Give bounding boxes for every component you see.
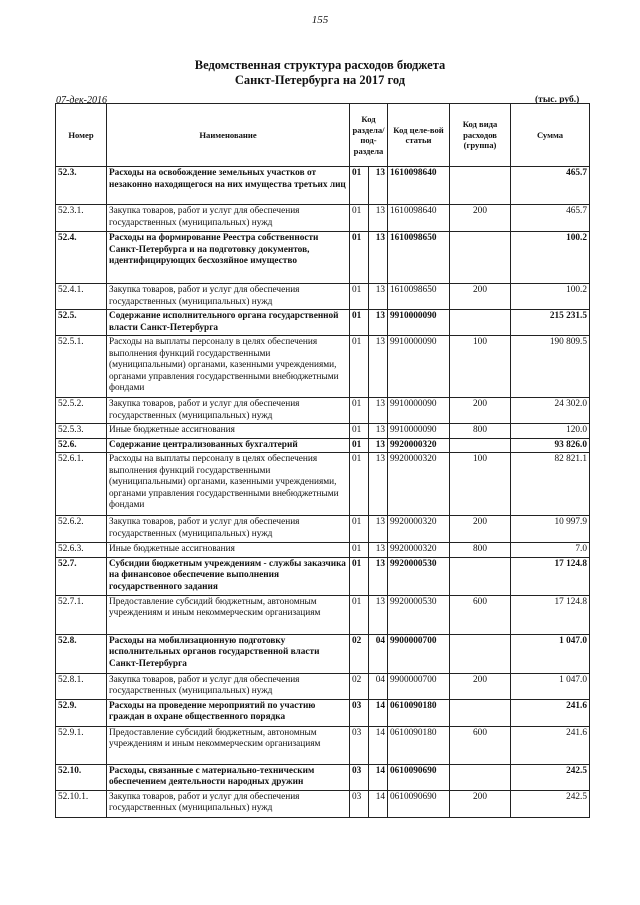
row-target-code: 9900000700	[388, 673, 450, 699]
row-expense-group	[450, 764, 511, 790]
row-section: 01	[350, 516, 369, 543]
row-target-code: 9920000320	[388, 543, 450, 558]
header-name: Наименование	[107, 104, 350, 167]
row-target-code: 9910000090	[388, 310, 450, 336]
row-expense-group: 200	[450, 205, 511, 232]
units-label: (тыс. руб.)	[535, 95, 580, 105]
row-number: 52.5.2.	[56, 398, 107, 424]
row-number: 52.6.3.	[56, 543, 107, 558]
row-amount: 190 809.5	[511, 336, 590, 398]
row-amount: 10 997.9	[511, 516, 590, 543]
row-name: Расходы, связанные с материально-техническим обеспечением деятельности народных дружин	[107, 764, 350, 790]
row-number: 52.6.2.	[56, 516, 107, 543]
document-date: 07-дек-2016	[56, 95, 107, 106]
row-subsection: 14	[369, 790, 388, 817]
row-expense-group: 600	[450, 595, 511, 634]
row-number: 52.8.1.	[56, 673, 107, 699]
row-amount: 215 231.5	[511, 310, 590, 336]
row-section: 01	[350, 398, 369, 424]
row-subsection: 13	[369, 284, 388, 310]
table-row	[56, 398, 590, 424]
row-subsection: 14	[369, 726, 388, 764]
row-amount: 120.0	[511, 424, 590, 439]
row-number: 52.6.	[56, 438, 107, 453]
table-row	[56, 673, 590, 699]
row-target-code: 9920000320	[388, 516, 450, 543]
table-row	[56, 424, 590, 439]
row-subsection: 13	[369, 543, 388, 558]
row-subsection: 13	[369, 516, 388, 543]
row-section: 01	[350, 310, 369, 336]
row-amount: 242.5	[511, 764, 590, 790]
table-row	[56, 595, 590, 634]
row-section: 01	[350, 167, 369, 205]
row-amount: 17 124.8	[511, 557, 590, 595]
row-target-code: 9910000090	[388, 336, 450, 398]
row-section: 01	[350, 424, 369, 439]
row-number: 52.6.1.	[56, 453, 107, 516]
row-expense-group	[450, 634, 511, 673]
row-amount: 465.7	[511, 205, 590, 232]
row-target-code: 9910000090	[388, 424, 450, 439]
table-row	[56, 699, 590, 726]
row-expense-group: 800	[450, 543, 511, 558]
row-amount: 82 821.1	[511, 453, 590, 516]
table-row	[56, 557, 590, 595]
row-target-code: 1610098640	[388, 167, 450, 205]
row-amount: 1 047.0	[511, 634, 590, 673]
row-expense-group: 800	[450, 424, 511, 439]
row-target-code: 0610090690	[388, 764, 450, 790]
row-subsection: 13	[369, 336, 388, 398]
table-row	[56, 284, 590, 310]
row-expense-group: 100	[450, 336, 511, 398]
table-row	[56, 232, 590, 284]
row-number: 52.9.1.	[56, 726, 107, 764]
row-name: Расходы на формирование Реестра собственности Санкт-Петербурга и на подготовку документов, идентифицирующих бесхозяйное имущество	[107, 232, 350, 284]
row-expense-group: 600	[450, 726, 511, 764]
row-name: Иные бюджетные ассигнования	[107, 424, 350, 439]
row-name: Расходы на мобилизационную подготовку исполнительных органов государственной власти Санкт-Петербурга	[107, 634, 350, 673]
row-section: 02	[350, 673, 369, 699]
row-subsection: 13	[369, 310, 388, 336]
row-name: Расходы на освобождение земельных участков от незаконно находящегося на них имущества третьих лиц	[107, 167, 350, 205]
row-name: Закупка товаров, работ и услуг для обеспечения государственных (муниципальных) нужд	[107, 790, 350, 817]
row-target-code: 1610098640	[388, 205, 450, 232]
row-subsection: 13	[369, 595, 388, 634]
title-line-2: Санкт-Петербурга на 2017 год	[234, 73, 406, 87]
row-number: 52.5.	[56, 310, 107, 336]
row-name: Предоставление субсидий бюджетным, автономным учреждениям и иным некоммерческим организациям	[107, 595, 350, 634]
row-section: 03	[350, 764, 369, 790]
row-name: Закупка товаров, работ и услуг для обеспечения государственных (муниципальных) нужд	[107, 205, 350, 232]
row-expense-group: 100	[450, 453, 511, 516]
table-row	[56, 726, 590, 764]
row-target-code: 0610090180	[388, 699, 450, 726]
row-name: Расходы на выплаты персоналу в целях обеспечения выполнения функций государственными (муниципальными) органами, казенными учреждениями, органами управления государственными внебюджетными фондами	[107, 336, 350, 398]
row-amount: 24 302.0	[511, 398, 590, 424]
row-amount: 100.2	[511, 284, 590, 310]
row-amount: 242.5	[511, 790, 590, 817]
row-number: 52.8.	[56, 634, 107, 673]
row-name: Закупка товаров, работ и услуг для обеспечения государственных (муниципальных) нужд	[107, 284, 350, 310]
row-number: 52.7.1.	[56, 595, 107, 634]
row-target-code: 9910000090	[388, 398, 450, 424]
row-target-code: 1610098650	[388, 284, 450, 310]
row-number: 52.7.	[56, 557, 107, 595]
row-section: 03	[350, 726, 369, 764]
row-target-code: 1610098650	[388, 232, 450, 284]
header-section: Код раздела/ под-раздела	[350, 104, 388, 167]
table-row	[56, 310, 590, 336]
table-row	[56, 167, 590, 205]
row-subsection: 13	[369, 453, 388, 516]
row-name: Субсидии бюджетным учреждениям - службы заказчика на финансовое обеспечение выполнения государственного задания	[107, 557, 350, 595]
table-row	[56, 205, 590, 232]
row-section: 01	[350, 543, 369, 558]
row-number: 52.4.1.	[56, 284, 107, 310]
row-amount: 1 047.0	[511, 673, 590, 699]
row-section: 03	[350, 699, 369, 726]
row-number: 52.3.	[56, 167, 107, 205]
row-target-code: 9920000530	[388, 595, 450, 634]
row-expense-group: 200	[450, 516, 511, 543]
row-subsection: 13	[369, 557, 388, 595]
row-amount: 241.6	[511, 699, 590, 726]
row-number: 52.5.1.	[56, 336, 107, 398]
header-number: Номер	[56, 104, 107, 167]
row-name: Расходы на проведение мероприятий по участию граждан в охране общественного порядка	[107, 699, 350, 726]
row-name: Закупка товаров, работ и услуг для обеспечения государственных (муниципальных) нужд	[107, 516, 350, 543]
row-section: 01	[350, 205, 369, 232]
row-name: Предоставление субсидий бюджетным, автономным учреждениям и иным некоммерческим организациям	[107, 726, 350, 764]
row-section: 01	[350, 595, 369, 634]
row-expense-group: 200	[450, 284, 511, 310]
header-expense-type: Код вида расходов (группа)	[450, 104, 511, 167]
row-section: 03	[350, 790, 369, 817]
row-subsection: 04	[369, 634, 388, 673]
table-row	[56, 543, 590, 558]
row-section: 01	[350, 284, 369, 310]
row-expense-group: 200	[450, 790, 511, 817]
row-number: 52.5.3.	[56, 424, 107, 439]
row-section: 01	[350, 232, 369, 284]
row-target-code: 9900000700	[388, 634, 450, 673]
row-subsection: 13	[369, 438, 388, 453]
table-row	[56, 790, 590, 817]
row-subsection: 14	[369, 699, 388, 726]
page-number: 155	[311, 14, 329, 26]
row-expense-group: 200	[450, 398, 511, 424]
row-expense-group	[450, 232, 511, 284]
row-amount: 93 826.0	[511, 438, 590, 453]
row-number: 52.10.1.	[56, 790, 107, 817]
row-target-code: 0610090690	[388, 790, 450, 817]
row-expense-group	[450, 167, 511, 205]
row-amount: 241.6	[511, 726, 590, 764]
table-row	[56, 516, 590, 543]
row-expense-group	[450, 557, 511, 595]
row-subsection: 14	[369, 764, 388, 790]
table-row	[56, 764, 590, 790]
row-number: 52.9.	[56, 699, 107, 726]
budget-table	[55, 103, 590, 818]
row-amount: 17 124.8	[511, 595, 590, 634]
header-target: Код целе-вой статьи	[388, 104, 450, 167]
row-subsection: 13	[369, 232, 388, 284]
document-title	[0, 58, 640, 88]
row-number: 52.4.	[56, 232, 107, 284]
row-number: 52.10.	[56, 764, 107, 790]
row-expense-group	[450, 699, 511, 726]
row-target-code: 9920000320	[388, 438, 450, 453]
row-amount: 7.0	[511, 543, 590, 558]
row-section: 01	[350, 336, 369, 398]
header-amount: Сумма	[511, 104, 590, 167]
row-section: 01	[350, 453, 369, 516]
row-section: 01	[350, 557, 369, 595]
row-subsection: 13	[369, 167, 388, 205]
row-subsection: 13	[369, 398, 388, 424]
row-name: Закупка товаров, работ и услуг для обеспечения государственных (муниципальных) нужд	[107, 398, 350, 424]
table-row	[56, 453, 590, 516]
table-row	[56, 634, 590, 673]
row-target-code: 0610090180	[388, 726, 450, 764]
row-expense-group: 200	[450, 673, 511, 699]
title-line-1: Ведомственная структура расходов бюджета	[194, 58, 446, 72]
row-subsection: 13	[369, 424, 388, 439]
row-subsection: 13	[369, 205, 388, 232]
row-name: Расходы на выплаты персоналу в целях обеспечения выполнения функций государственными (муниципальными) органами, казенными учреждениями, органами управления государственными внебюджетными фондами	[107, 453, 350, 516]
row-number: 52.3.1.	[56, 205, 107, 232]
row-expense-group	[450, 310, 511, 336]
row-name: Иные бюджетные ассигнования	[107, 543, 350, 558]
row-target-code: 9920000530	[388, 557, 450, 595]
row-name: Содержание централизованных бухгалтерий	[107, 438, 350, 453]
row-name: Содержание исполнительного органа государственной власти Санкт-Петербурга	[107, 310, 350, 336]
table-row	[56, 438, 590, 453]
row-amount: 100.2	[511, 232, 590, 284]
row-amount: 465.7	[511, 167, 590, 205]
row-section: 02	[350, 634, 369, 673]
row-name: Закупка товаров, работ и услуг для обеспечения государственных (муниципальных) нужд	[107, 673, 350, 699]
row-target-code: 9920000320	[388, 453, 450, 516]
row-expense-group	[450, 438, 511, 453]
row-subsection: 04	[369, 673, 388, 699]
table-row	[56, 336, 590, 398]
row-section: 01	[350, 438, 369, 453]
